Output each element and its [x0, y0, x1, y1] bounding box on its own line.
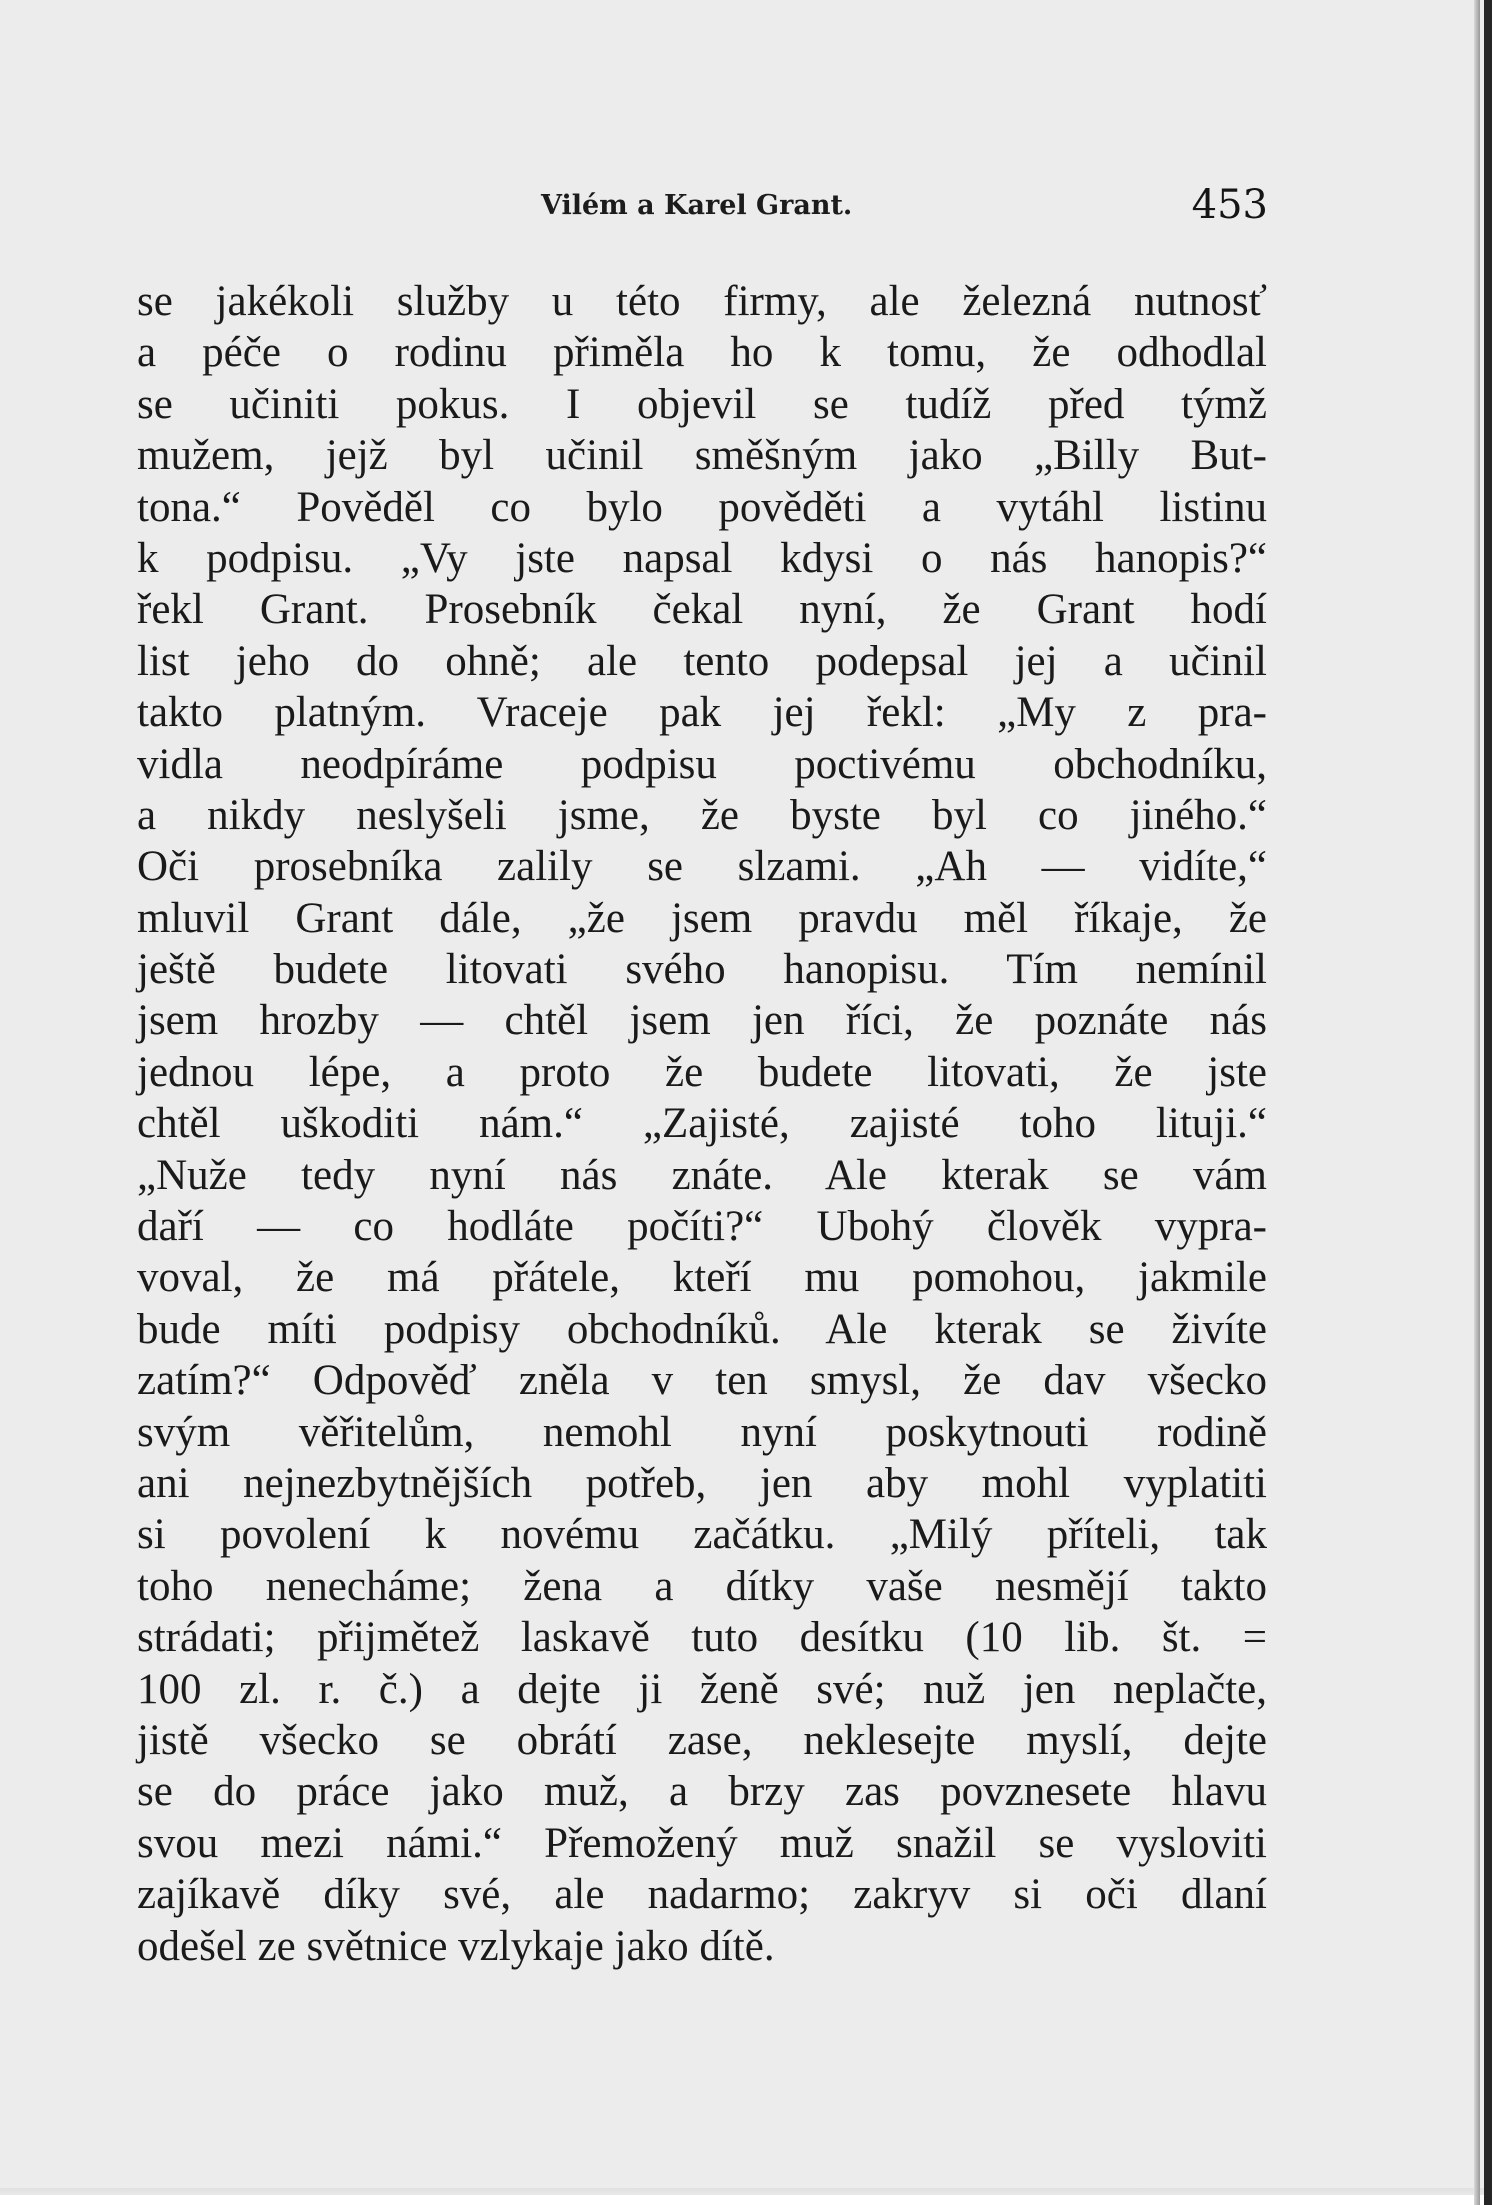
text-line: 100 zl. r. č.) a dejte ji ženě své; nuž jen neplačte,: [137, 1665, 1267, 1713]
text-line: a péče o rodinu přiměla ho k tomu, že odhodlal: [137, 329, 1267, 377]
text-line: mluvil Grant dále, „že jsem pravdu měl říkaje, že: [137, 894, 1267, 942]
text-line: toho nenecháme; žena a dítky vaše nesmějí takto: [137, 1562, 1267, 1610]
text-line: jsem hrozby — chtěl jsem jen říci, že poznáte nás: [137, 997, 1267, 1045]
text-line: jistě všecko se obrátí zase, neklesejte myslí, dejte: [137, 1716, 1267, 1764]
text-line: zatím?“ Odpověď zněla v ten smysl, že dav všecko: [137, 1357, 1267, 1405]
text-line-last: odešel ze světnice vzlykaje jako dítě.: [137, 1922, 775, 1970]
text-line: se do práce jako muž, a brzy zas povznesete hlavu: [137, 1768, 1267, 1816]
text-line: chtěl uškoditi nám.“ „Zajisté, zajisté toho lituji.“: [137, 1100, 1267, 1148]
text-line: mužem, jejž byl učinil směšným jako „Billy But-: [137, 432, 1267, 480]
text-line: svou mezi námi.“ Přemožený muž snažil se vysloviti: [137, 1819, 1267, 1867]
text-line: ještě budete litovati svého hanopisu. Tím nemínil: [137, 946, 1267, 994]
page-edge-shading: [1474, 0, 1480, 2205]
text-line: bude míti podpisy obchodníků. Ale kterak se živíte: [137, 1305, 1267, 1353]
text-line: svým věřitelům, nemohl nyní poskytnouti rodině: [137, 1408, 1267, 1456]
running-head: Vilém a Karel Grant.: [541, 190, 853, 221]
page-number: 453: [1191, 182, 1268, 228]
text-line: voval, že má přátele, kteří mu pomohou, jakmile: [137, 1254, 1267, 1302]
text-line: zajíkavě díky své, ale nadarmo; zakryv si oči dlaní: [137, 1871, 1267, 1919]
text-line: jednou lépe, a proto že budete litovati, že jste: [137, 1048, 1267, 1096]
text-line: daří — co hodláte počíti?“ Ubohý člověk vypra-: [137, 1203, 1267, 1251]
page-bottom-shading: [0, 2188, 1484, 2195]
text-line: „Nuže tedy nyní nás znáte. Ale kterak se vám: [137, 1151, 1267, 1199]
text-line: se jakékoli služby u této firmy, ale železná nutnosť: [137, 278, 1267, 325]
text-line: strádati; přijmětež laskavě tuto desítku (10 lib. št. =: [137, 1614, 1267, 1662]
text-line: takto platným. Vraceje pak jej řekl: „My z pra-: [137, 689, 1267, 737]
text-line: ani nejnezbytnějších potřeb, jen aby mohl vyplatiti: [137, 1459, 1267, 1507]
text-line: tona.“ Pověděl co bylo pověděti a vytáhl listinu: [137, 483, 1267, 531]
page-header: [138, 182, 1268, 238]
text-line: si povolení k novému začátku. „Milý příteli, tak: [137, 1511, 1267, 1559]
text-line: se učiniti pokus. I objevil se tudíž před týmž: [137, 380, 1267, 428]
text-line: a nikdy neslyšeli jsme, že byste byl co jiného.“: [137, 791, 1267, 839]
text-line: vidla neodpíráme podpisu poctivému obchodníku,: [137, 740, 1267, 788]
text-line: Oči prosebníka zalily se slzami. „Ah — vidíte,“: [137, 843, 1267, 891]
body-text: [137, 276, 1267, 1972]
text-line: řekl Grant. Prosebník čekal nyní, že Grant hodí: [137, 586, 1267, 634]
text-line: k podpisu. „Vy jste napsal kdysi o nás hanopis?“: [137, 534, 1267, 582]
book-edge: [1484, 0, 1492, 2205]
text-line: list jeho do ohně; ale tento podepsal jej a učinil: [137, 637, 1267, 685]
